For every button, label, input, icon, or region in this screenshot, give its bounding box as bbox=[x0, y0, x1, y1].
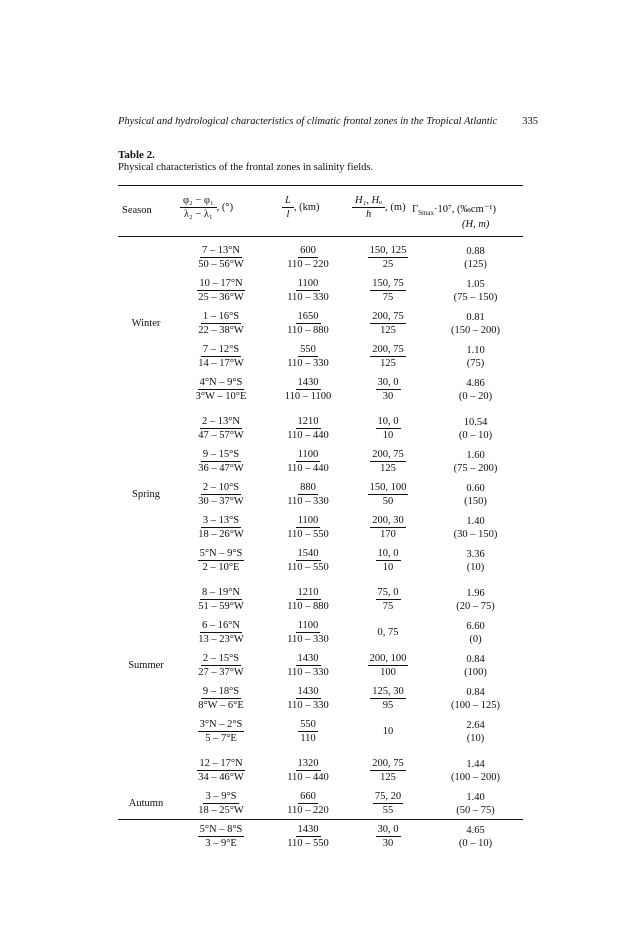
depth-bounds: 150, 125 bbox=[369, 245, 407, 256]
table-row bbox=[118, 715, 523, 748]
gradient-cell bbox=[428, 715, 523, 748]
coordinates-cell bbox=[174, 616, 268, 649]
depth-cell bbox=[348, 445, 428, 478]
length-cell bbox=[268, 445, 348, 478]
gradient-value: 0.88 bbox=[466, 245, 485, 257]
gradient-cell bbox=[428, 820, 523, 853]
length-value: 1100 bbox=[297, 620, 319, 631]
coordinates-cell bbox=[174, 307, 268, 340]
coordinates-cell bbox=[174, 511, 268, 544]
coordinates-cell bbox=[174, 340, 268, 373]
length-value: 660 bbox=[300, 791, 316, 802]
gradient-value: 6.60 bbox=[466, 620, 485, 632]
gradient-unit: ·10⁷, (‰cm⁻¹) bbox=[434, 204, 496, 215]
longitude-range: 18 – 26°W bbox=[198, 529, 244, 540]
depth-bounds: 75, 0 bbox=[377, 587, 399, 598]
coordinates-cell bbox=[174, 274, 268, 307]
longitude-range: 36 – 47°W bbox=[198, 463, 244, 474]
length-cell bbox=[268, 820, 348, 853]
gradient-cell bbox=[428, 649, 523, 682]
depth-cell bbox=[348, 307, 428, 340]
col-header-coordinates bbox=[180, 195, 233, 220]
gradient-depth: (100 – 200) bbox=[451, 771, 500, 783]
depth-bounds: 10, 0 bbox=[377, 548, 399, 559]
depth-cell bbox=[348, 649, 428, 682]
gradient-symbol: Γ bbox=[412, 204, 419, 215]
gradient-subscript: Smax bbox=[418, 209, 435, 218]
length-value: 550 bbox=[300, 344, 316, 355]
gradient-cell bbox=[428, 340, 523, 373]
width-range: 110 – 220 bbox=[287, 805, 329, 816]
longitude-range: 13 – 23°W bbox=[198, 634, 244, 645]
length-value: 880 bbox=[300, 482, 316, 493]
gradient-depth-label: (H, m) bbox=[462, 219, 490, 230]
running-header bbox=[118, 116, 538, 127]
length-cell bbox=[268, 787, 348, 820]
coord-denominator: λ₂ − λ₁ bbox=[183, 209, 213, 220]
length-unit: , (km) bbox=[293, 201, 320, 213]
depth-bounds: 200, 75 bbox=[372, 311, 404, 322]
width-range: 110 – 330 bbox=[287, 700, 329, 711]
coordinates-cell bbox=[174, 577, 268, 616]
table-row bbox=[118, 649, 523, 682]
coord-numerator: φ₂ − φ₁ bbox=[180, 195, 217, 208]
header-rule bbox=[118, 236, 523, 237]
width-range: 110 – 550 bbox=[287, 529, 329, 540]
longitude-range: 2 – 10°E bbox=[202, 562, 240, 573]
gradient-cell bbox=[428, 274, 523, 307]
thickness-value: 125 bbox=[380, 772, 396, 783]
depth-cell bbox=[348, 787, 428, 820]
length-denominator: l bbox=[286, 209, 290, 220]
width-range: 110 – 440 bbox=[287, 430, 329, 441]
latitude-range: 6 – 16°N bbox=[201, 620, 241, 631]
gradient-value: 0.60 bbox=[466, 482, 485, 494]
longitude-range: 27 – 37°W bbox=[198, 667, 244, 678]
longitude-range: 8°W – 6°E bbox=[198, 700, 244, 711]
table-row bbox=[118, 340, 523, 373]
length-cell bbox=[268, 616, 348, 649]
width-range: 110 – 550 bbox=[287, 838, 329, 849]
length-value: 1430 bbox=[297, 686, 319, 697]
gradient-value: 10.54 bbox=[463, 416, 488, 428]
length-cell bbox=[268, 682, 348, 715]
latitude-range: 9 – 18°S bbox=[202, 686, 240, 697]
coordinates-cell bbox=[174, 544, 268, 577]
table-row bbox=[118, 787, 523, 820]
depth-bounds: 125, 30 bbox=[372, 686, 404, 697]
latitude-range: 12 – 17°N bbox=[199, 758, 243, 769]
latitude-range: 3 – 13°S bbox=[202, 515, 240, 526]
gradient-depth: (10) bbox=[466, 732, 485, 744]
col-header-length bbox=[282, 195, 320, 220]
latitude-range: 5°N – 9°S bbox=[199, 548, 243, 559]
table-row bbox=[118, 373, 523, 406]
depth-numerator: H₁, Hᵤ bbox=[352, 195, 385, 208]
depth-cell bbox=[348, 682, 428, 715]
width-range: 110 – 330 bbox=[287, 358, 329, 369]
gradient-cell bbox=[428, 478, 523, 511]
salinity-frontal-zones-table bbox=[118, 241, 523, 853]
coordinates-cell bbox=[174, 241, 268, 274]
length-value: 600 bbox=[300, 245, 316, 256]
coordinates-cell bbox=[174, 787, 268, 820]
season-cell: Spring bbox=[131, 489, 160, 500]
table-label: Table 2. bbox=[118, 149, 155, 161]
gradient-value: 1.10 bbox=[466, 344, 485, 356]
gradient-depth: (150) bbox=[464, 495, 487, 507]
width-range: 110 – 330 bbox=[287, 667, 329, 678]
gradient-depth: (0 – 20) bbox=[458, 390, 493, 402]
latitude-range: 7 – 12°S bbox=[202, 344, 240, 355]
table-row bbox=[118, 682, 523, 715]
depth-bounds: 30, 0 bbox=[377, 377, 399, 388]
thickness-value: 125 bbox=[380, 463, 396, 474]
gradient-depth: (10) bbox=[466, 561, 485, 573]
longitude-range: 5 – 7°E bbox=[205, 733, 237, 744]
thickness-value: 75 bbox=[382, 292, 394, 303]
length-cell bbox=[268, 649, 348, 682]
latitude-range: 2 – 10°S bbox=[202, 482, 240, 493]
latitude-range: 10 – 17°N bbox=[199, 278, 243, 289]
table-row bbox=[118, 544, 523, 577]
thickness-value: 95 bbox=[382, 700, 394, 711]
gradient-depth: (0 – 10) bbox=[458, 429, 493, 441]
width-range: 110 – 330 bbox=[287, 496, 329, 507]
gradient-value: 1.96 bbox=[466, 587, 485, 599]
depth-cell bbox=[348, 274, 428, 307]
width-range: 110 – 1100 bbox=[284, 391, 332, 402]
table-row bbox=[118, 616, 523, 649]
gradient-value: 1.60 bbox=[466, 449, 485, 461]
length-value: 1100 bbox=[297, 278, 319, 289]
depth-bounds: 75, 20 bbox=[374, 791, 402, 802]
depth-cell bbox=[348, 406, 428, 445]
gradient-depth: (75 – 150) bbox=[453, 291, 498, 303]
length-cell bbox=[268, 748, 348, 787]
depth-bounds: 30, 0 bbox=[377, 824, 399, 835]
table-row bbox=[118, 406, 523, 445]
length-cell bbox=[268, 577, 348, 616]
table-row bbox=[118, 748, 523, 787]
coordinates-cell bbox=[174, 715, 268, 748]
gradient-cell bbox=[428, 241, 523, 274]
gradient-cell bbox=[428, 544, 523, 577]
depth-cell bbox=[348, 478, 428, 511]
top-rule bbox=[118, 185, 523, 186]
longitude-range: 3 – 9°E bbox=[205, 838, 237, 849]
thickness-value: 100 bbox=[380, 667, 396, 678]
coordinates-cell bbox=[174, 820, 268, 853]
longitude-range: 51 – 59°W bbox=[198, 601, 244, 612]
length-value: 1210 bbox=[297, 587, 319, 598]
col-header-season: Season bbox=[122, 205, 152, 216]
longitude-range: 22 – 38°W bbox=[198, 325, 244, 336]
depth-bounds: 10, 0 bbox=[377, 416, 399, 427]
thickness-value: 10 bbox=[382, 430, 394, 441]
length-cell bbox=[268, 373, 348, 406]
gradient-cell bbox=[428, 577, 523, 616]
gradient-value: 4.65 bbox=[466, 824, 485, 836]
depth-unit: , (m) bbox=[385, 201, 406, 213]
width-range: 110 – 550 bbox=[287, 562, 329, 573]
depth-bounds: 200, 75 bbox=[372, 758, 404, 769]
latitude-range: 9 – 15°S bbox=[202, 449, 240, 460]
gradient-value: 1.05 bbox=[466, 278, 485, 290]
depth-bounds: 0, 75 bbox=[377, 627, 399, 638]
thickness-value: 30 bbox=[382, 838, 394, 849]
gradient-depth: (50 – 75) bbox=[456, 804, 495, 816]
gradient-value: 2.64 bbox=[466, 719, 485, 731]
depth-bounds: 200, 100 bbox=[369, 653, 407, 664]
col-header-depth bbox=[352, 195, 406, 220]
latitude-range: 3°N – 2°S bbox=[199, 719, 243, 730]
latitude-range: 2 – 15°S bbox=[202, 653, 240, 664]
gradient-value: 1.40 bbox=[466, 791, 485, 803]
coordinates-cell bbox=[174, 373, 268, 406]
gradient-value: 4.86 bbox=[466, 377, 485, 389]
length-value: 1650 bbox=[297, 311, 319, 322]
length-value: 1540 bbox=[297, 548, 319, 559]
depth-cell bbox=[348, 616, 428, 649]
depth-cell bbox=[348, 241, 428, 274]
depth-bounds: 200, 30 bbox=[372, 515, 404, 526]
gradient-cell bbox=[428, 748, 523, 787]
length-value: 1430 bbox=[297, 377, 319, 388]
latitude-range: 8 – 19°N bbox=[201, 587, 241, 598]
length-value: 1100 bbox=[297, 515, 319, 526]
length-cell bbox=[268, 241, 348, 274]
col-header-gradient bbox=[412, 203, 496, 217]
gradient-depth: (30 – 150) bbox=[453, 528, 498, 540]
thickness-value: 10 bbox=[382, 562, 394, 573]
coordinates-cell bbox=[174, 478, 268, 511]
length-cell bbox=[268, 715, 348, 748]
length-cell bbox=[268, 544, 348, 577]
longitude-range: 25 – 36°W bbox=[198, 292, 244, 303]
length-cell bbox=[268, 406, 348, 445]
length-cell bbox=[268, 274, 348, 307]
table-caption: Physical characteristics of the frontal zones in salinity fields. bbox=[118, 162, 374, 173]
thickness-value: 75 bbox=[382, 601, 394, 612]
longitude-range: 30 – 37°W bbox=[198, 496, 244, 507]
longitude-range: 47 – 57°W bbox=[198, 430, 244, 441]
length-value: 1430 bbox=[297, 653, 319, 664]
gradient-cell bbox=[428, 307, 523, 340]
gradient-depth: (0 – 10) bbox=[458, 837, 493, 849]
longitude-range: 50 – 56°W bbox=[198, 259, 244, 270]
length-value: 1100 bbox=[297, 449, 319, 460]
depth-bounds: 200, 75 bbox=[372, 344, 404, 355]
length-cell bbox=[268, 478, 348, 511]
depth-bounds: 150, 75 bbox=[372, 278, 404, 289]
longitude-range: 34 – 46°W bbox=[198, 772, 244, 783]
season-cell: Autumn bbox=[128, 798, 164, 809]
width-range: 110 – 880 bbox=[287, 601, 329, 612]
latitude-range: 4°N – 9°S bbox=[199, 377, 243, 388]
coordinates-cell bbox=[174, 406, 268, 445]
depth-denominator: h bbox=[365, 209, 372, 220]
width-range: 110 – 220 bbox=[287, 259, 329, 270]
coordinates-cell bbox=[174, 748, 268, 787]
gradient-depth: (100) bbox=[464, 666, 487, 678]
table-row bbox=[118, 241, 523, 274]
coordinates-cell bbox=[174, 445, 268, 478]
length-cell bbox=[268, 511, 348, 544]
longitude-range: 18 – 25°W bbox=[198, 805, 244, 816]
depth-cell bbox=[348, 373, 428, 406]
latitude-range: 5°N – 8°S bbox=[199, 824, 243, 835]
gradient-depth: (125) bbox=[464, 258, 487, 270]
coordinates-cell bbox=[174, 682, 268, 715]
length-cell bbox=[268, 307, 348, 340]
depth-cell bbox=[348, 511, 428, 544]
depth-cell bbox=[348, 715, 428, 748]
latitude-range: 3 – 9°S bbox=[205, 791, 237, 802]
width-range: 110 – 440 bbox=[287, 772, 329, 783]
thickness-value: 30 bbox=[382, 391, 394, 402]
bottom-rule bbox=[118, 819, 523, 820]
table-row bbox=[118, 511, 523, 544]
latitude-range: 1 – 16°S bbox=[202, 311, 240, 322]
season-cell: Winter bbox=[131, 318, 161, 329]
width-range: 110 – 440 bbox=[287, 463, 329, 474]
gradient-value: 1.40 bbox=[466, 515, 485, 527]
thickness-value: 50 bbox=[382, 496, 394, 507]
table-row bbox=[118, 820, 523, 853]
longitude-range: 14 – 17°W bbox=[198, 358, 244, 369]
gradient-depth: (75) bbox=[466, 357, 485, 369]
length-cell bbox=[268, 340, 348, 373]
gradient-cell bbox=[428, 682, 523, 715]
thickness-value: 170 bbox=[380, 529, 396, 540]
thickness-value: 55 bbox=[382, 805, 394, 816]
length-value: 550 bbox=[300, 719, 316, 730]
gradient-value: 0.81 bbox=[466, 311, 485, 323]
depth-cell bbox=[348, 748, 428, 787]
depth-bounds: 200, 75 bbox=[372, 449, 404, 460]
width-range: 110 – 330 bbox=[287, 292, 329, 303]
width-range: 110 – 880 bbox=[287, 325, 329, 336]
gradient-cell bbox=[428, 445, 523, 478]
depth-cell bbox=[348, 340, 428, 373]
gradient-value: 0.84 bbox=[466, 686, 485, 698]
length-value: 1320 bbox=[297, 758, 319, 769]
table-row bbox=[118, 445, 523, 478]
gradient-value: 1.44 bbox=[466, 758, 485, 770]
gradient-cell bbox=[428, 787, 523, 820]
coordinates-cell bbox=[174, 649, 268, 682]
depth-bounds: 10 bbox=[382, 726, 394, 737]
gradient-depth: (20 – 75) bbox=[456, 600, 495, 612]
gradient-value: 0.84 bbox=[466, 653, 485, 665]
length-value: 1210 bbox=[297, 416, 319, 427]
gradient-depth: (0) bbox=[469, 633, 482, 645]
length-numerator: L bbox=[282, 195, 294, 208]
thickness-value: 25 bbox=[382, 259, 394, 270]
depth-bounds: 150, 100 bbox=[369, 482, 407, 493]
depth-cell bbox=[348, 577, 428, 616]
longitude-range: 3°W – 10°E bbox=[195, 391, 247, 402]
page-number: 335 bbox=[522, 116, 538, 127]
depth-cell bbox=[348, 544, 428, 577]
width-range: 110 bbox=[300, 733, 316, 744]
gradient-depth: (75 – 200) bbox=[453, 462, 498, 474]
length-value: 1430 bbox=[297, 824, 319, 835]
season-cell: Summer bbox=[128, 660, 164, 671]
latitude-range: 2 – 13°N bbox=[201, 416, 241, 427]
table-row bbox=[118, 274, 523, 307]
gradient-cell bbox=[428, 406, 523, 445]
gradient-depth: (150 – 200) bbox=[451, 324, 500, 336]
gradient-cell bbox=[428, 616, 523, 649]
gradient-cell bbox=[428, 511, 523, 544]
latitude-range: 7 – 13°N bbox=[201, 245, 241, 256]
table-row bbox=[118, 577, 523, 616]
coord-unit: , (°) bbox=[216, 201, 234, 213]
table-row bbox=[118, 307, 523, 340]
width-range: 110 – 330 bbox=[287, 634, 329, 645]
thickness-value: 125 bbox=[380, 325, 396, 336]
table-row bbox=[118, 478, 523, 511]
gradient-depth: (100 – 125) bbox=[451, 699, 500, 711]
depth-cell bbox=[348, 820, 428, 853]
gradient-cell bbox=[428, 373, 523, 406]
thickness-value: 125 bbox=[380, 358, 396, 369]
running-title: Physical and hydrological characteristics of climatic frontal zones in the Tropical Atlantic bbox=[118, 116, 498, 127]
gradient-value: 3.36 bbox=[466, 548, 485, 560]
